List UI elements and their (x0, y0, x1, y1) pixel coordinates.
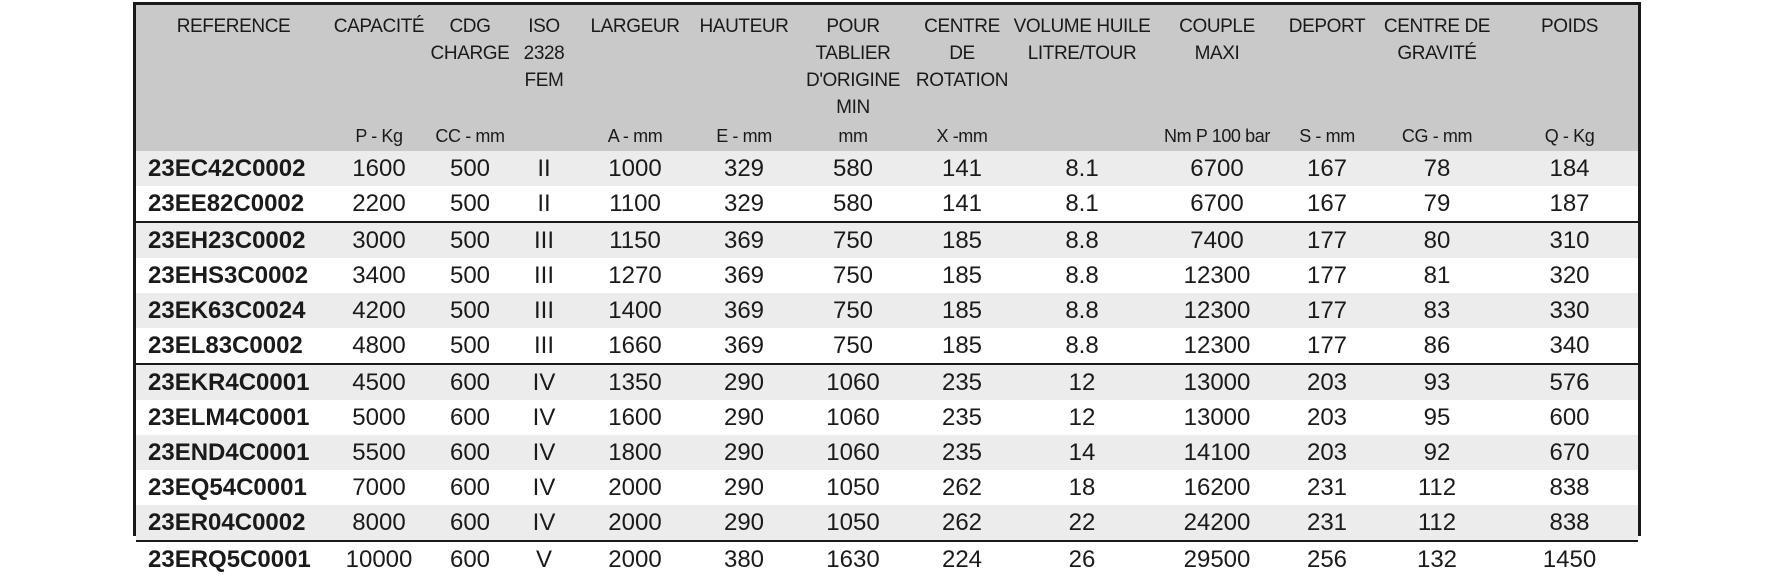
table-cell: 1660 (575, 328, 695, 364)
table-cell: 80 (1373, 222, 1501, 258)
table-cell: 500 (427, 258, 513, 293)
table-cell: II (513, 151, 575, 186)
table-cell: 132 (1373, 541, 1501, 577)
table-cell: 177 (1281, 258, 1373, 293)
table-cell: 600 (1501, 400, 1638, 435)
table-cell: 86 (1373, 328, 1501, 364)
reference-cell: 23END4C0001 (136, 435, 331, 470)
table-cell: 185 (913, 222, 1011, 258)
table-header (136, 5, 1638, 151)
table-cell: 369 (695, 222, 793, 258)
table-cell: 380 (695, 541, 793, 577)
table-cell: 838 (1501, 505, 1638, 541)
table-cell: 1600 (575, 400, 695, 435)
table-cell: 1400 (575, 293, 695, 328)
table-cell: 600 (427, 470, 513, 505)
table-cell: 8.1 (1011, 151, 1153, 186)
table-cell: 14100 (1153, 435, 1281, 470)
table-cell: 235 (913, 364, 1011, 400)
table-cell: 235 (913, 400, 1011, 435)
table-cell: 231 (1281, 505, 1373, 541)
column-header: ISO 2328 FEM (513, 5, 575, 121)
table-cell: V (513, 541, 575, 577)
table-cell: 500 (427, 222, 513, 258)
table-cell: 231 (1281, 470, 1373, 505)
table-cell: 29500 (1153, 541, 1281, 577)
table-cell: 7000 (331, 470, 427, 505)
table-row (136, 470, 1638, 505)
table-row (136, 293, 1638, 328)
table-cell: 203 (1281, 364, 1373, 400)
table-cell: 93 (1373, 364, 1501, 400)
table-cell: 177 (1281, 222, 1373, 258)
table-row (136, 505, 1638, 541)
column-header: CENTRE DE ROTATION (913, 5, 1011, 121)
table-cell: 167 (1281, 186, 1373, 222)
column-header: LARGEUR (575, 5, 695, 121)
table-cell: 235 (913, 435, 1011, 470)
table-cell: 141 (913, 186, 1011, 222)
table-cell: 838 (1501, 470, 1638, 505)
column-unit (1011, 121, 1153, 151)
spec-table (136, 5, 1638, 577)
table-cell: 600 (427, 505, 513, 541)
table-cell: 12300 (1153, 328, 1281, 364)
reference-cell: 23EE82C0002 (136, 186, 331, 222)
column-header: CAPACITÉ (331, 5, 427, 121)
table-cell: 329 (695, 186, 793, 222)
column-unit (136, 121, 331, 151)
table-cell: 3400 (331, 258, 427, 293)
table-cell: 2000 (575, 541, 695, 577)
table-cell: 580 (793, 186, 913, 222)
table-cell: 750 (793, 258, 913, 293)
table-cell: 1350 (575, 364, 695, 400)
column-header: VOLUME HUILE LITRE/TOUR (1011, 5, 1153, 121)
table-cell: 340 (1501, 328, 1638, 364)
column-header: POUR TABLIER D'ORIGINE MIN (793, 5, 913, 121)
table-cell: 12 (1011, 364, 1153, 400)
table-cell: 203 (1281, 400, 1373, 435)
table-cell: 369 (695, 258, 793, 293)
table-cell: 1270 (575, 258, 695, 293)
table-cell: III (513, 293, 575, 328)
table-cell: 310 (1501, 222, 1638, 258)
reference-cell: 23EK63C0024 (136, 293, 331, 328)
table-row (136, 541, 1638, 577)
table-cell: 600 (427, 400, 513, 435)
spec-table-frame (133, 2, 1641, 573)
table-cell: 1000 (575, 151, 695, 186)
table-cell: 320 (1501, 258, 1638, 293)
column-unit: S - mm (1281, 121, 1373, 151)
table-cell: 1450 (1501, 541, 1638, 577)
table-cell: II (513, 186, 575, 222)
reference-cell: 23EC42C0002 (136, 151, 331, 186)
table-cell: 1060 (793, 435, 913, 470)
table-cell: 500 (427, 151, 513, 186)
table-cell: 256 (1281, 541, 1373, 577)
table-cell: 14 (1011, 435, 1153, 470)
table-cell: IV (513, 400, 575, 435)
table-cell: 1060 (793, 400, 913, 435)
table-cell: 79 (1373, 186, 1501, 222)
column-header: CDG CHARGE (427, 5, 513, 121)
table-cell: III (513, 258, 575, 293)
table-cell: 4800 (331, 328, 427, 364)
table-row (136, 364, 1638, 400)
table-cell: 1050 (793, 470, 913, 505)
column-unit: Nm P 100 bar (1153, 121, 1281, 151)
table-cell: 500 (427, 293, 513, 328)
table-cell: 5000 (331, 400, 427, 435)
table-cell: 167 (1281, 151, 1373, 186)
table-cell: 5500 (331, 435, 427, 470)
table-cell: 290 (695, 505, 793, 541)
table-cell: 22 (1011, 505, 1153, 541)
table-cell: 12 (1011, 400, 1153, 435)
table-cell: IV (513, 364, 575, 400)
table-cell: 185 (913, 328, 1011, 364)
table-row (136, 435, 1638, 470)
table-cell: 2000 (575, 470, 695, 505)
column-unit: X -mm (913, 121, 1011, 151)
table-cell: 10000 (331, 541, 427, 577)
table-cell: 290 (695, 364, 793, 400)
table-cell: 330 (1501, 293, 1638, 328)
table-cell: 8.8 (1011, 222, 1153, 258)
table-cell: 1800 (575, 435, 695, 470)
table-cell: 18 (1011, 470, 1153, 505)
table-cell: 7400 (1153, 222, 1281, 258)
table-cell: 184 (1501, 151, 1638, 186)
table-cell: 16200 (1153, 470, 1281, 505)
table-cell: 141 (913, 151, 1011, 186)
table-cell: 12300 (1153, 293, 1281, 328)
column-unit: A - mm (575, 121, 695, 151)
table-cell: 600 (427, 364, 513, 400)
table-cell: 1050 (793, 505, 913, 541)
column-unit: mm (793, 121, 913, 151)
table-cell: 24200 (1153, 505, 1281, 541)
table-row (136, 186, 1638, 222)
table-cell: 369 (695, 328, 793, 364)
table-cell: 8.8 (1011, 293, 1153, 328)
table-cell: 750 (793, 328, 913, 364)
column-unit: Q - Kg (1501, 121, 1638, 151)
table-cell: 369 (695, 293, 793, 328)
table-cell: 83 (1373, 293, 1501, 328)
reference-cell: 23EQ54C0001 (136, 470, 331, 505)
table-cell: 13000 (1153, 364, 1281, 400)
column-unit: CC - mm (427, 121, 513, 151)
table-cell: 12300 (1153, 258, 1281, 293)
table-cell: 600 (427, 435, 513, 470)
table-cell: 177 (1281, 328, 1373, 364)
table-cell: 3000 (331, 222, 427, 258)
table-cell: 1060 (793, 364, 913, 400)
reference-cell: 23EHS3C0002 (136, 258, 331, 293)
table-cell: 177 (1281, 293, 1373, 328)
table-cell: III (513, 222, 575, 258)
table-cell: 203 (1281, 435, 1373, 470)
reference-cell: 23EKR4C0001 (136, 364, 331, 400)
table-cell: 500 (427, 186, 513, 222)
reference-cell: 23ER04C0002 (136, 505, 331, 541)
table-cell: 1630 (793, 541, 913, 577)
reference-cell: 23EH23C0002 (136, 222, 331, 258)
table-cell: 1100 (575, 186, 695, 222)
table-row (136, 151, 1638, 186)
reference-cell: 23ELM4C0001 (136, 400, 331, 435)
table-cell: 187 (1501, 186, 1638, 222)
table-cell: 112 (1373, 470, 1501, 505)
table-cell: 576 (1501, 364, 1638, 400)
table-cell: 600 (427, 541, 513, 577)
table-cell: 8.1 (1011, 186, 1153, 222)
table-cell: 185 (913, 293, 1011, 328)
reference-cell: 23ERQ5C0001 (136, 541, 331, 577)
table-cell: 4500 (331, 364, 427, 400)
table-cell: 8.8 (1011, 328, 1153, 364)
table-cell: 262 (913, 505, 1011, 541)
table-cell: 6700 (1153, 186, 1281, 222)
table-cell: 95 (1373, 400, 1501, 435)
table-cell: 4200 (331, 293, 427, 328)
table-row (136, 222, 1638, 258)
table-cell: 13000 (1153, 400, 1281, 435)
reference-cell: 23EL83C0002 (136, 328, 331, 364)
table-cell: 329 (695, 151, 793, 186)
table-cell: 750 (793, 222, 913, 258)
table-cell: 81 (1373, 258, 1501, 293)
column-header: HAUTEUR (695, 5, 793, 121)
table-cell: IV (513, 470, 575, 505)
column-unit: P - Kg (331, 121, 427, 151)
table-cell: 290 (695, 470, 793, 505)
column-header: CENTRE DE GRAVITÉ (1373, 5, 1501, 121)
table-row (136, 328, 1638, 364)
table-body (136, 151, 1638, 577)
table-cell: 750 (793, 293, 913, 328)
table-cell: IV (513, 435, 575, 470)
table-cell: III (513, 328, 575, 364)
table-cell: 2000 (575, 505, 695, 541)
column-unit: E - mm (695, 121, 793, 151)
table-cell: 112 (1373, 505, 1501, 541)
table-cell: 8.8 (1011, 258, 1153, 293)
table-cell: 580 (793, 151, 913, 186)
table-cell: 1600 (331, 151, 427, 186)
table-cell: 2200 (331, 186, 427, 222)
column-header: POIDS (1501, 5, 1638, 121)
table-cell: 500 (427, 328, 513, 364)
column-unit: CG - mm (1373, 121, 1501, 151)
column-header: REFERENCE (136, 5, 331, 121)
table-cell: 1150 (575, 222, 695, 258)
table-cell: 92 (1373, 435, 1501, 470)
table-cell: 290 (695, 435, 793, 470)
table-row (136, 400, 1638, 435)
table-cell: 224 (913, 541, 1011, 577)
column-unit (513, 121, 575, 151)
table-row (136, 258, 1638, 293)
table-cell: 6700 (1153, 151, 1281, 186)
table-cell: 78 (1373, 151, 1501, 186)
table-cell: IV (513, 505, 575, 541)
table-cell: 290 (695, 400, 793, 435)
table-cell: 262 (913, 470, 1011, 505)
column-header: DEPORT (1281, 5, 1373, 121)
table-cell: 185 (913, 258, 1011, 293)
table-cell: 670 (1501, 435, 1638, 470)
table-cell: 26 (1011, 541, 1153, 577)
table-cell: 8000 (331, 505, 427, 541)
column-header: COUPLE MAXI (1153, 5, 1281, 121)
